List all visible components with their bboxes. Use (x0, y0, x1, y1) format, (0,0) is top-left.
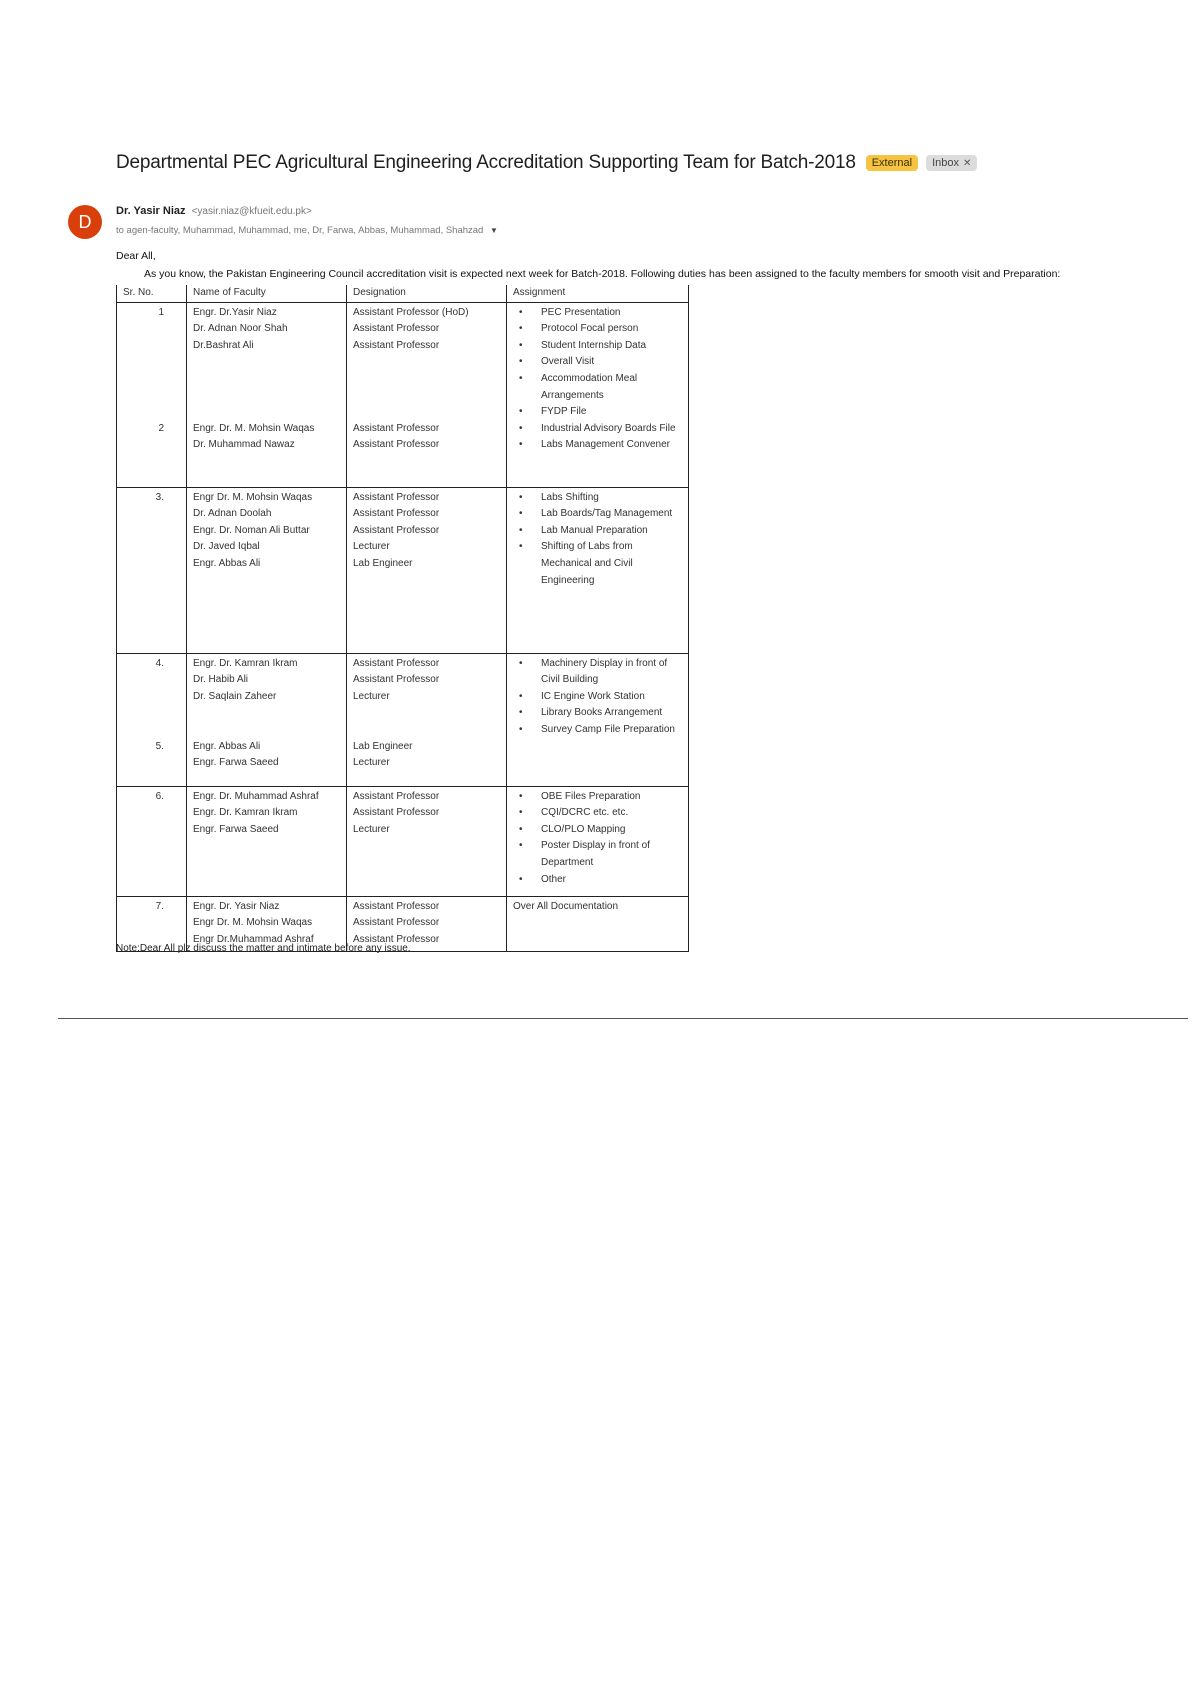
sr-no-cell (117, 302, 187, 487)
faculty-name: Dr. Muhammad Nawaz (193, 439, 295, 451)
email-intro: As you know, the Pakistan Engineering Council accreditation visit is expected next week for Batch-2018. Following duties has been assigned to the faculty members for smooth visit and Preparation: (144, 268, 1061, 280)
assignment-item: • Labs Management Convener (513, 437, 682, 454)
designation-text: Assistant Professor (353, 900, 440, 912)
faculty-name: Engr. Dr. Noman Ali Buttar (193, 524, 310, 536)
faculty-name: Engr. Dr. Muhammad Ashraf (193, 790, 319, 802)
table-row (117, 653, 689, 786)
sr-number (123, 338, 164, 355)
assignment-cell (507, 896, 689, 951)
assignment-cell (507, 302, 689, 487)
sr-number (123, 689, 164, 706)
designation-cell (347, 653, 507, 786)
assignment-cell (507, 653, 689, 786)
assignment-item: • OBE Files Preparation (513, 789, 682, 806)
designation-text: Assistant Professor (353, 933, 440, 945)
designation-text: Lecturer (353, 757, 390, 769)
designation-text: Assistant Professor (353, 439, 440, 451)
faculty-name: Dr. Saqlain Zaheer (193, 690, 277, 702)
designation-cell (347, 487, 507, 653)
faculty-name: Dr. Javed Iqbal (193, 541, 260, 553)
sr-number (123, 321, 164, 338)
designation-text (353, 371, 500, 388)
assignment-item: • Machinery Display in front of Civil Building (513, 656, 682, 689)
faculty-name: Dr. Adnan Doolah (193, 508, 272, 520)
assignment-item: • Lab Boards/Tag Management (513, 506, 682, 523)
table-row (117, 786, 689, 896)
email-greeting: Dear All, (116, 250, 156, 262)
designation-cell (347, 786, 507, 896)
header-assignment: Assignment (507, 285, 689, 302)
designation-text: Assistant Professor (353, 524, 440, 536)
faculty-name: Engr. Dr. M. Mohsin Waqas (193, 422, 315, 434)
sr-number: 1 (158, 306, 164, 318)
faculty-name: Engr Dr. M. Mohsin Waqas (193, 491, 313, 503)
assignment-item: • Student Internship Data (513, 338, 682, 355)
faculty-name (193, 371, 340, 388)
assignment-item: • Other (513, 872, 682, 889)
designation-text (353, 388, 500, 405)
sender-line (116, 205, 312, 217)
designation-cell (347, 302, 507, 487)
assignment-item: • PEC Presentation (513, 305, 682, 322)
sr-number (123, 705, 164, 722)
sr-number (123, 354, 164, 371)
assignment-item: • Lab Manual Preparation (513, 523, 682, 540)
show-details-icon[interactable]: ▼ (489, 226, 498, 235)
sr-number (123, 672, 164, 689)
faculty-name: Engr. Farwa Saeed (193, 823, 279, 835)
faculty-cell (187, 302, 347, 487)
assignment-cell (507, 487, 689, 653)
faculty-name: Engr. Dr. Kamran Ikram (193, 657, 298, 669)
header-sr-no: Sr. No. (117, 285, 187, 302)
assignment-item: • Labs Shifting (513, 490, 682, 507)
designation-text (353, 404, 500, 421)
email-note: Note:Dear All plz discuss the matter and intimate before any issue. (116, 943, 411, 954)
sr-no-cell (117, 653, 187, 786)
recipients-line (116, 225, 498, 236)
designation-text: Assistant Professor (353, 422, 440, 434)
faculty-name: Engr. Abbas Ali (193, 557, 261, 569)
assignment-item: • Poster Display in front of Department (513, 838, 682, 871)
faculty-name: Engr. Abbas Ali (193, 740, 261, 752)
faculty-name: Engr. Farwa Saeed (193, 757, 279, 769)
duties-table-body (117, 302, 689, 951)
designation-text: Lecturer (353, 690, 390, 702)
designation-text: Assistant Professor (HoD) (353, 306, 469, 318)
faculty-cell (187, 786, 347, 896)
duties-table (116, 285, 689, 952)
sr-number: 6. (155, 790, 164, 802)
designation-text: Assistant Professor (353, 790, 440, 802)
faculty-name: Engr Dr. M. Mohsin Waqas (193, 917, 313, 929)
faculty-name (193, 404, 340, 421)
sender-avatar[interactable]: D (68, 205, 102, 239)
sender-name[interactable]: Dr. Yasir Niaz (116, 205, 186, 217)
sender-email: <yasir.niaz@kfueit.edu.pk> (191, 206, 312, 217)
assignment-cell (507, 786, 689, 896)
faculty-name: Engr. Dr. Kamran Ikram (193, 807, 298, 819)
table-row (117, 487, 689, 653)
faculty-name: Dr. Habib Ali (193, 674, 249, 686)
faculty-name: Dr.Bashrat Ali (193, 339, 254, 351)
designation-text: Lecturer (353, 541, 390, 553)
designation-text: Lab Engineer (353, 557, 413, 569)
sr-number (123, 404, 164, 421)
designation-text: Assistant Professor (353, 917, 440, 929)
assignment-item: • Protocol Focal person (513, 321, 682, 338)
assignment-item: • Overall Visit (513, 354, 682, 371)
assignment-item: • Library Books Arrangement (513, 705, 682, 722)
assignment-item: • Accommodation Meal Arrangements (513, 371, 682, 404)
designation-text: Assistant Professor (353, 339, 440, 351)
table-header-row (117, 285, 689, 302)
designation-text (353, 722, 500, 739)
sr-no-cell (117, 786, 187, 896)
sr-number: 4. (155, 657, 164, 669)
sr-no-cell (117, 487, 187, 653)
sr-number: 5. (155, 740, 164, 752)
designation-text: Lecturer (353, 823, 390, 835)
faculty-cell (187, 487, 347, 653)
assignment-text: Over All Documentation (513, 900, 619, 912)
email-subject-row (116, 152, 977, 174)
header-name-of-faculty: Name of Faculty (187, 285, 347, 302)
designation-text (353, 354, 500, 371)
designation-text: Lab Engineer (353, 740, 413, 752)
assignment-item: • Survey Camp File Preparation (513, 722, 682, 739)
sr-number: 3. (155, 491, 164, 503)
assignment-item: • Industrial Advisory Boards File (513, 421, 682, 438)
designation-text: Assistant Professor (353, 323, 440, 335)
remove-label-icon[interactable]: ✕ (963, 157, 972, 169)
sr-number (123, 722, 164, 739)
assignment-item: • IC Engine Work Station (513, 689, 682, 706)
faculty-name: Engr Dr.Muhammad Ashraf (193, 933, 314, 945)
designation-text (353, 705, 500, 722)
designation-text: Assistant Professor (353, 657, 440, 669)
designation-text: Assistant Professor (353, 807, 440, 819)
external-badge: External (866, 155, 918, 171)
table-row (117, 302, 689, 487)
designation-text: Assistant Professor (353, 508, 440, 520)
faculty-name (193, 388, 340, 405)
designation-text: Assistant Professor (353, 674, 440, 686)
faculty-name (193, 354, 340, 371)
assignment-item: • CQI/DCRC etc. etc. (513, 805, 682, 822)
faculty-name: Engr. Dr. Yasir Niaz (193, 900, 280, 912)
faculty-name: Dr. Adnan Noor Shah (193, 323, 288, 335)
assignment-item: • Shifting of Labs from Mechanical and Civil Engineering (513, 539, 682, 589)
sr-number: 7. (155, 900, 164, 912)
sr-number (123, 388, 164, 405)
faculty-name: Engr. Dr.Yasir Niaz (193, 306, 277, 318)
email-subject: Departmental PEC Agricultural Engineering Accreditation Supporting Team for Batch-2018 (116, 152, 856, 173)
inbox-label-text: Inbox (932, 157, 959, 169)
inbox-label-chip[interactable] (926, 155, 977, 171)
faculty-name (193, 705, 340, 722)
header-designation: Designation (347, 285, 507, 302)
assignment-item: • CLO/PLO Mapping (513, 822, 682, 839)
message-divider (58, 1018, 1188, 1019)
sr-number: 2 (158, 422, 164, 434)
assignment-item: • FYDP File (513, 404, 682, 421)
sr-number (123, 371, 164, 388)
faculty-name (193, 722, 340, 739)
faculty-cell (187, 653, 347, 786)
recipients-text: to agen-faculty, Muhammad, Muhammad, me, Dr, Farwa, Abbas, Muhammad, Shahzad (116, 225, 484, 236)
designation-text: Assistant Professor (353, 491, 440, 503)
